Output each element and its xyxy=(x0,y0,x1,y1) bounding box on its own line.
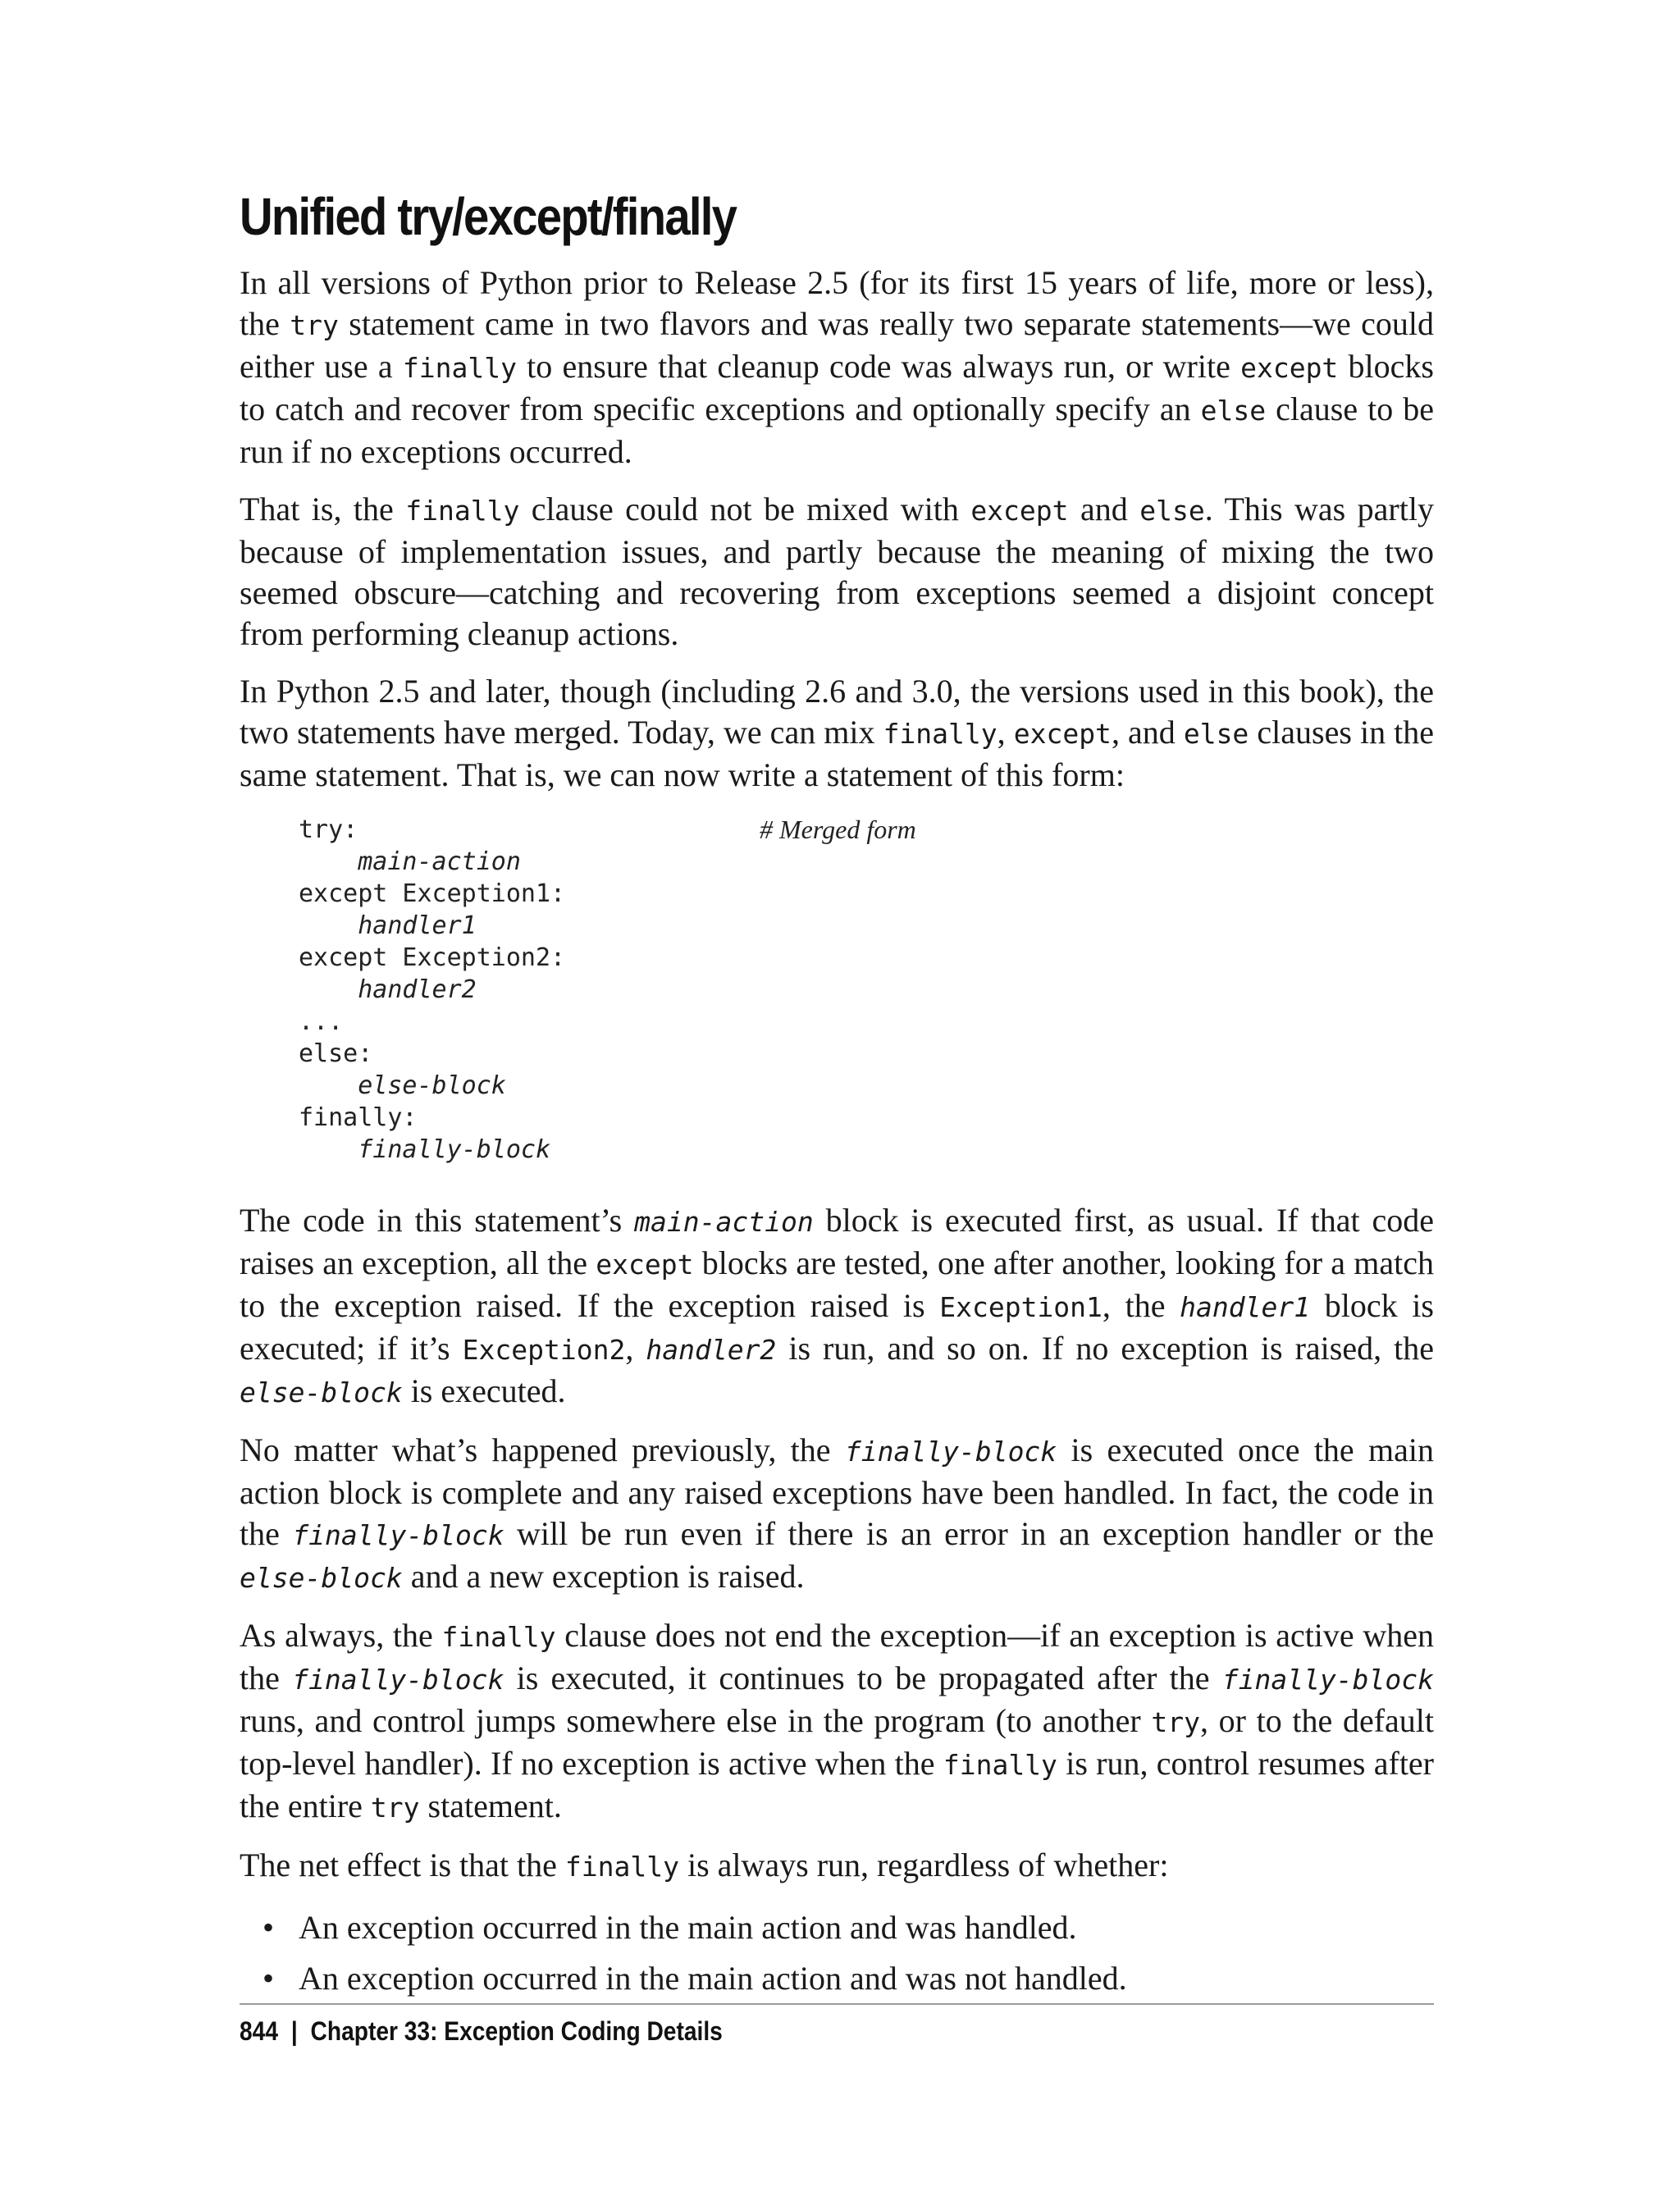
page-footer xyxy=(240,2016,723,2047)
inline-code: try xyxy=(370,1792,420,1824)
inline-code-italic: handler2 xyxy=(646,1334,777,1366)
inline-code: finally xyxy=(441,1621,556,1653)
inline-code: try xyxy=(290,309,339,341)
inline-code: except xyxy=(1240,352,1339,384)
inline-code: except xyxy=(596,1249,694,1281)
inline-code: finally xyxy=(564,1851,679,1883)
footer-separator: | xyxy=(290,2016,298,2046)
list-item: • An exception occurred in the main action and was handled. xyxy=(240,1907,1434,1948)
inline-code: finally xyxy=(883,718,998,750)
code-line: finally: xyxy=(299,1103,418,1132)
inline-code-italic: finally-block xyxy=(1221,1664,1435,1696)
code-line: try: xyxy=(299,815,358,844)
paragraph-history: In all versions of Python prior to Release 2.5 (for its first 15 years of life, more or less), the try statement came in two flavors and was really two separate statements—we could either use a finally to ensure that cleanup code was always run, or write except blocks to catch and recover from specific exceptions and optionally specify an else clause to be run if no exceptions occurred. xyxy=(240,264,1434,470)
paragraph-mixing: That is, the finally clause could not be mixed with except and else. This was partly because of implementation issues, and partly because the meaning of mixing the two seemed obscure—catching and recovering from exceptions seemed a disjoint concept from performing cleanup actions. xyxy=(240,491,1434,652)
inline-code: finally xyxy=(943,1749,1057,1781)
inline-code-italic: else-block xyxy=(240,1376,403,1408)
chapter-title: Chapter 33: Exception Coding Details xyxy=(310,2016,723,2046)
paragraph-merged: In Python 2.5 and later, though (including 2.6 and 3.0, the versions used in this book), the two statements have merged. Today, we can mix finally, except, and else clauses in the same statement. That is, we can now write a statement of this form: xyxy=(240,673,1434,793)
inline-code: else xyxy=(1183,718,1249,750)
paragraph-main-action: The code in this statement’s main-action block is executed first, as usual. If that code raises an exception, all the except blocks are tested, one after another, looking for a match to the exception raised. If the exception raised is Exception1, the handler1 block is executed; if it’s Exception2, handler2 is run, and so on. If no exception is raised, the else-block is executed. xyxy=(240,1202,1434,1409)
inline-code-italic: else-block xyxy=(240,1562,403,1594)
section-heading: Unified try/except/finally xyxy=(240,187,737,246)
paragraph-propagation: As always, the finally clause does not end the exception—if an exception is active when the finally-block is executed, it continues to be propagated after the finally-block runs, and control jumps somewhere else in the program (to another try, or to the default top-level handler). If no exception is active when the finally is run, control resumes after the entire try statement. xyxy=(240,1617,1435,1824)
inline-code: try xyxy=(1151,1706,1200,1738)
inline-code: except xyxy=(1013,718,1112,750)
code-line: else: xyxy=(299,1039,373,1068)
inline-code-italic: handler1 xyxy=(1180,1291,1311,1323)
inline-code-italic: main-action xyxy=(634,1206,814,1238)
page-content xyxy=(240,184,1434,2009)
inline-code: else xyxy=(1139,495,1205,527)
code-line: except Exception1: xyxy=(299,879,566,908)
code-line: else-block xyxy=(299,1071,506,1100)
inline-code: Exception2 xyxy=(462,1334,626,1366)
paragraph-net-effect: The net effect is that the finally is always run, regardless of whether: xyxy=(240,1847,1169,1883)
bullet-list xyxy=(240,1907,1434,1999)
bullet-icon: • xyxy=(262,1960,275,1997)
code-line: ... xyxy=(299,1007,344,1036)
footer-divider xyxy=(240,2003,1434,2005)
code-line: finally-block xyxy=(299,1135,551,1164)
inline-code: except xyxy=(970,495,1069,527)
inline-code: finally xyxy=(402,352,517,384)
list-item: • An exception occurred in the main action and was not handled. xyxy=(240,1958,1434,1999)
paragraph-finally-block: No matter what’s happened previously, the finally-block is executed once the main action block is complete and any raised exceptions have been handled. In fact, the code in the finally-block will be run even if there is an error in an exception handler or the else-block and a new exception is raised. xyxy=(240,1431,1434,1595)
inline-code-italic: finally-block xyxy=(292,1664,504,1696)
inline-code: finally xyxy=(405,495,520,527)
code-comment: # Merged form xyxy=(760,815,916,844)
inline-code-italic: finally-block xyxy=(292,1519,504,1551)
code-line: handler2 xyxy=(299,975,477,1004)
code-line: except Exception2: xyxy=(299,943,566,972)
code-block xyxy=(299,814,1434,1166)
bullet-icon: • xyxy=(262,1909,275,1946)
inline-code-italic: finally-block xyxy=(844,1436,1057,1468)
inline-code: else xyxy=(1200,395,1267,427)
page-number: 844 xyxy=(240,2016,278,2046)
code-line: main-action xyxy=(299,847,521,876)
inline-code: Exception1 xyxy=(939,1291,1102,1323)
code-line: handler1 xyxy=(299,911,477,940)
